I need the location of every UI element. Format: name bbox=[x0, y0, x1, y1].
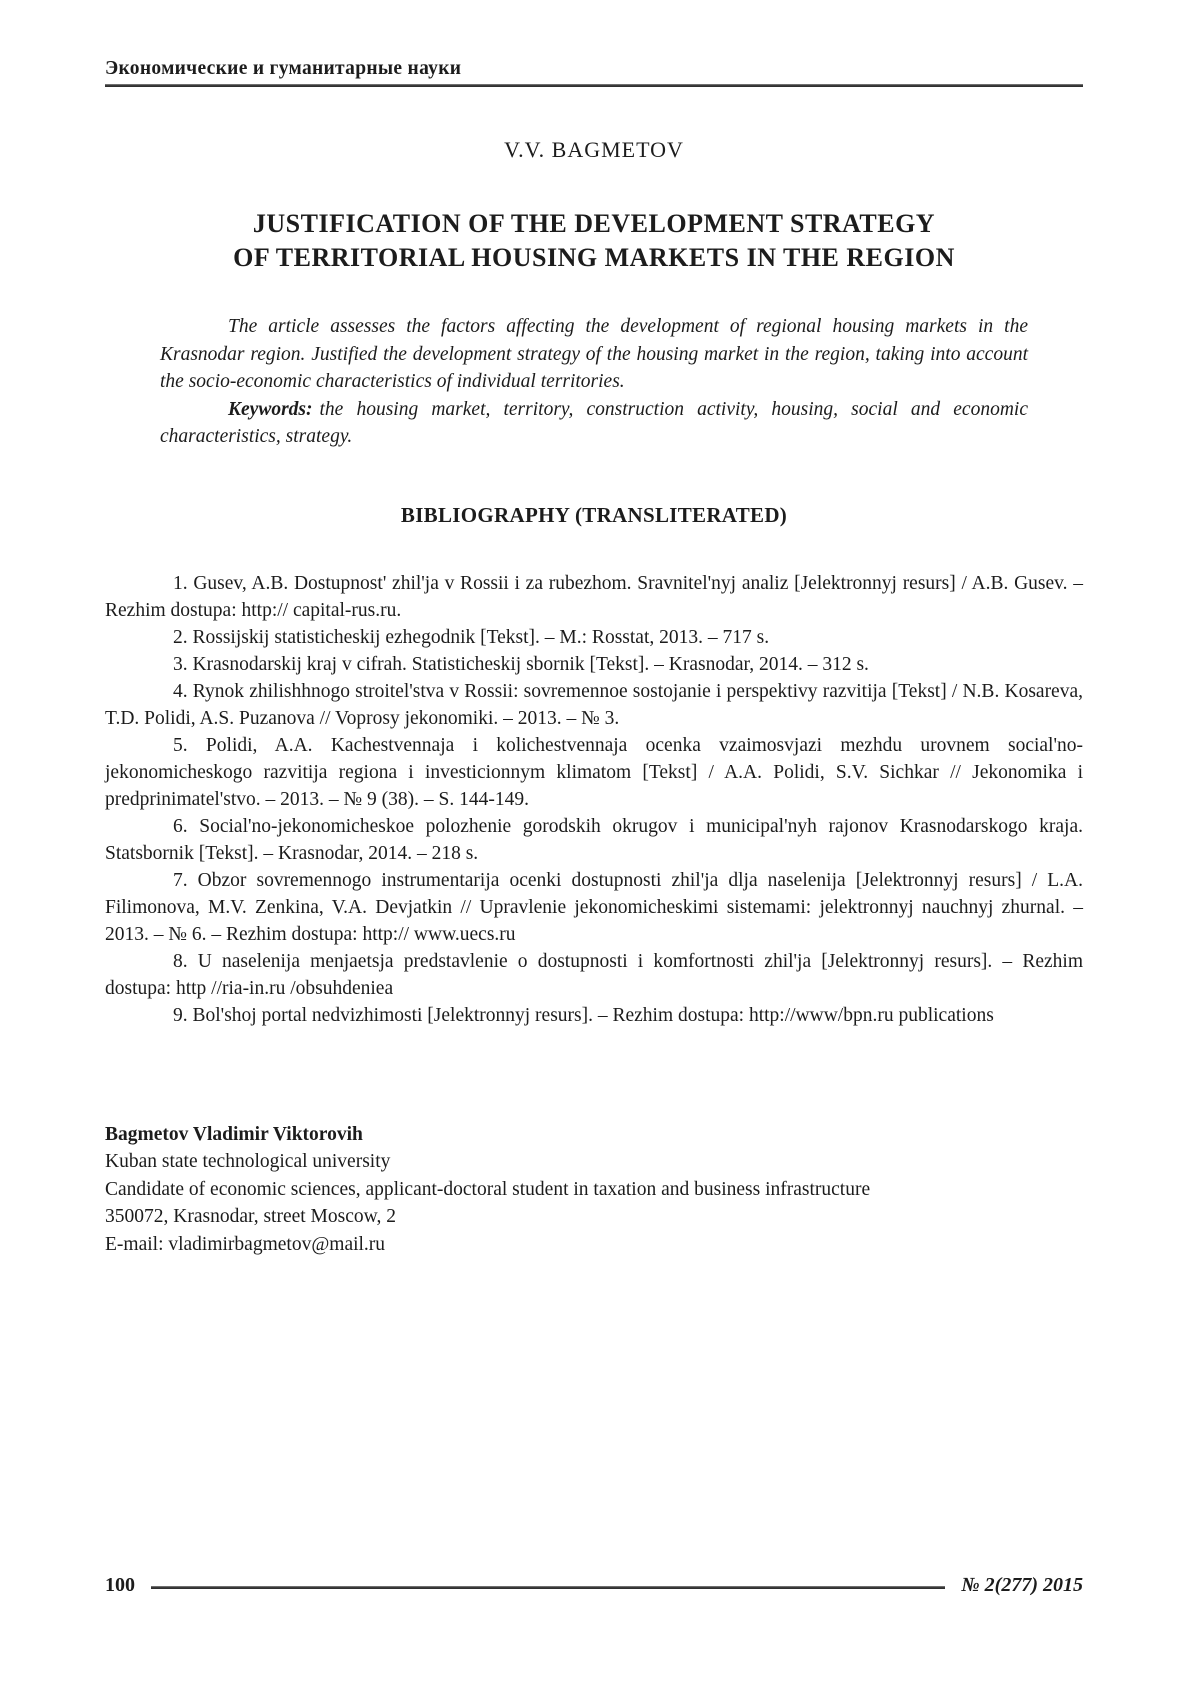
bibliography-list bbox=[105, 570, 1083, 1029]
issue-label: № 2(277) 2015 bbox=[961, 1574, 1083, 1596]
keywords-text: the housing market, territory, construction activity, housing, social and economic characteristics, strategy. bbox=[160, 398, 1028, 447]
footer-rule bbox=[151, 1586, 945, 1589]
bibliography-item: 1. Gusev, A.B. Dostupnost' zhil'ja v Rossii i za rubezhom. Sravnitel'nyj analiz [Jelektronnyj resurs] / A.B. Gusev. – Rezhim dostupa: http:// capital-rus.ru. bbox=[105, 572, 1083, 621]
bibliography-item: 2. Rossijskij statisticheskij ezhegodnik [Tekst]. – M.: Rosstat, 2013. – 717 s. bbox=[173, 626, 770, 648]
journal-header bbox=[105, 58, 1083, 84]
page-number: 100 bbox=[105, 1574, 135, 1596]
author-info-position: Candidate of economic sciences, applicant-doctoral student in taxation and business infrastructure bbox=[105, 1178, 871, 1200]
bibliography-item: 5. Polidi, A.A. Kachestvennaja i kolichestvennaja ocenka vzaimosvjazi mezhdu urovnem social'no-jekonomicheskogo razvitija regiona i investicionnym klimatom [Tekst] / A.A. Polidi, S.V. Sichkar // Jekonomika i predprinimatel'stvo. – 2013. – № 9 (38). – S. 144-149. bbox=[105, 734, 1083, 810]
abstract-paragraph: The article assesses the factors affecting the development of regional housing markets in the Krasnodar region. Justified the development strategy of the housing market in the region, taking into account the socio-economic characteristics of individual territories. bbox=[160, 316, 1028, 392]
author-info-affiliation: Kuban state technological university bbox=[105, 1151, 391, 1172]
bibliography-item: 6. Social'no-jekonomicheskoe polozhenie gorodskih okrugov i municipal'nyh rajonov Krasnodarskogo kraja. Statsbornik [Tekst]. – Krasnodar, 2014. – 218 s. bbox=[105, 815, 1083, 864]
article-title bbox=[105, 207, 1083, 275]
bibliography-item: 9. Bol'shoj portal nedvizhimosti [Jelektronnyj resurs]. – Rezhim dostupa: http://www/bpn.ru publications bbox=[173, 1004, 994, 1026]
keywords-label: Keywords: bbox=[228, 398, 313, 420]
bibliography-item: 4. Rynok zhilishhnogo stroitel'stva v Rossii: sovremennoe sostojanie i perspektivy razvitija [Tekst] / N.B. Kosareva, T.D. Polidi, A.S. Puzanova // Voprosy jekonomiki. – 2013. – № 3. bbox=[105, 680, 1083, 729]
bibliography-item: 3. Krasnodarskij kraj v cifrah. Statisticheskij sbornik [Tekst]. – Krasnodar, 2014. – 312 s. bbox=[173, 653, 869, 675]
page-footer bbox=[105, 1574, 1083, 1597]
bibliography-heading: BIBLIOGRAPHY (TRANSLITERATED) bbox=[400, 502, 788, 527]
bibliography-item: 8. U naselenija menjaetsja predstavlenie o dostupnosti i komfortnosti zhil'ja [Jelektronnyj resurs]. – Rezhim dostupa: http //ria-in.ru /obsuhdeniea bbox=[105, 950, 1083, 999]
author-name-heading: V.V. BAGMETOV bbox=[504, 137, 684, 162]
author-info-name: Bagmetov Vladimir Viktorovih bbox=[105, 1123, 363, 1145]
page-content bbox=[105, 0, 1083, 1258]
author-info-email: E-mail: vladimirbagmetov@mail.ru bbox=[105, 1233, 386, 1255]
bibliography-item: 7. Obzor sovremennogo instrumentarija ocenki dostupnosti zhil'ja dlja naselenija [Jelektronnyj resurs] / L.A. Filimonova, M.V. Zenkina, V.A. Devjatkin // Upravlenie jekonomicheskimi sistemami: jelektronnyj nauchnyj zhurnal. – 2013. – № 6. – Rezhim dostupa: http:// www.uecs.ru bbox=[105, 869, 1083, 945]
keywords-paragraph bbox=[160, 396, 1028, 451]
author-info bbox=[105, 1121, 1083, 1259]
journal-title: Экономические и гуманитарные науки bbox=[105, 58, 462, 79]
article-title-line1: JUSTIFICATION OF THE DEVELOPMENT STRATEGY bbox=[252, 209, 936, 238]
author-info-address: 350072, Krasnodar, street Moscow, 2 bbox=[105, 1206, 396, 1227]
article-title-line2: OF TERRITORIAL HOUSING MARKETS IN THE REGION bbox=[233, 243, 955, 272]
header-rule bbox=[105, 84, 1083, 87]
abstract-block bbox=[160, 313, 1028, 451]
